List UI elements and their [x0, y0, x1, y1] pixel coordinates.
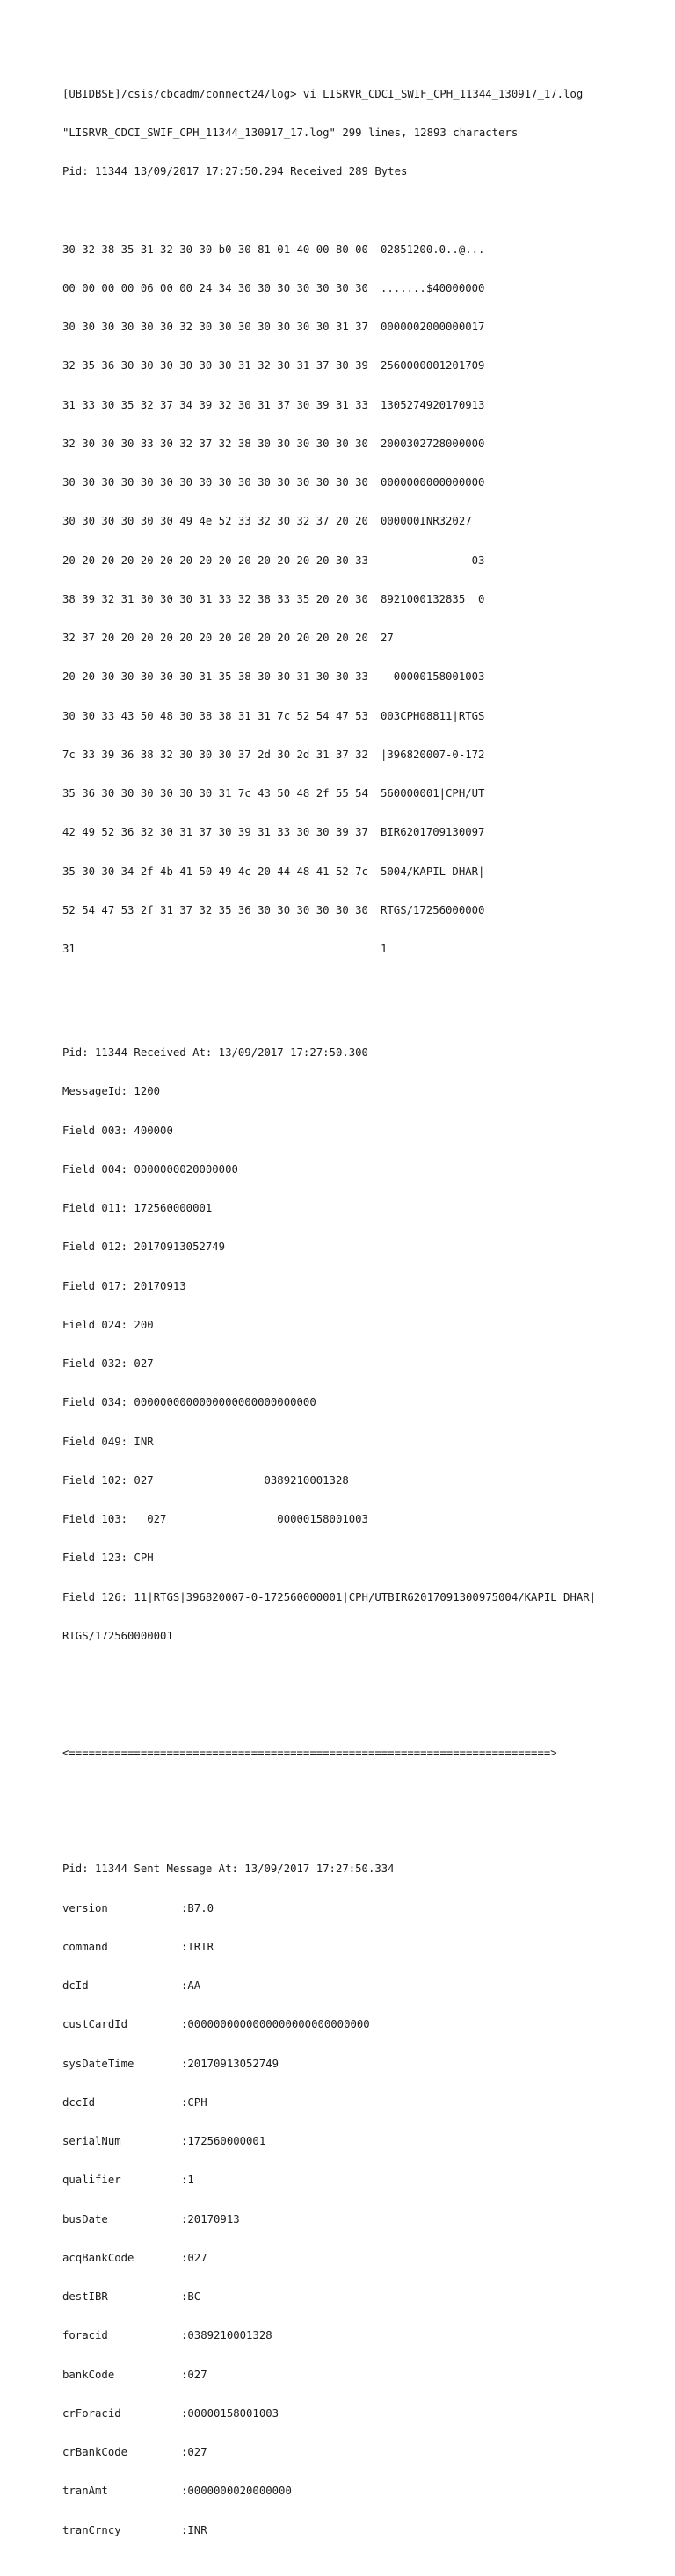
hex-bytes: 31 33 30 35 32 37 34 39 32 30 31 37 30 39 31 33: [62, 398, 368, 411]
sent-header: Pid: 11344 Sent Message At: 13/09/2017 17:27:50.334: [62, 1863, 395, 1876]
hex-row: [62, 515, 596, 528]
hex-ascii: 5004/KAPIL DHAR|: [381, 865, 485, 878]
hex-ascii: 0000000000000000: [381, 476, 485, 488]
sent-field: [62, 2096, 596, 2109]
hex-row: [62, 904, 596, 917]
received-field: RTGS/172560000001: [62, 1629, 173, 1642]
hex-ascii: 003CPH08811|RTGS: [381, 709, 485, 722]
blank-line: [62, 1785, 596, 1798]
sent-field-value: :CPH: [181, 2095, 207, 2109]
sent-field: [62, 2252, 596, 2265]
command-line: [UBIDBSE]/csis/cbcadm/connect24/log> vi LISRVR_CDCI_SWIF_CPH_11344_130917_17.log: [62, 87, 584, 100]
hex-row: [62, 826, 596, 839]
hex-bytes: 30 32 38 35 31 32 30 30 b0 30 81 01 40 00 80 00: [62, 242, 368, 256]
received-field: Field 049: INR: [62, 1435, 154, 1448]
blank-line: [62, 1707, 596, 1720]
hex-ascii: 0000002000000017: [381, 321, 485, 333]
hex-bytes: 30 30 30 30 30 30 32 30 30 30 30 30 30 30 31 37: [62, 321, 368, 333]
hex-ascii: 560000001|CPH/UT: [381, 787, 485, 800]
sent-field-value: :027: [181, 2368, 207, 2381]
hex-row: [62, 865, 596, 879]
sent-field: [62, 2018, 596, 2031]
sent-field-value: :TRTR: [181, 1940, 214, 1953]
hex-row: [62, 593, 596, 606]
hex-bytes: 35 30 30 34 2f 4b 41 50 49 4c 20 44 48 41 52 7c: [62, 865, 368, 878]
sent-field: [62, 2524, 596, 2537]
hex-row: [62, 787, 596, 800]
sent-field-key: sysDateTime: [62, 2057, 134, 2070]
sent-field: [62, 1979, 596, 1993]
hex-row: [62, 749, 596, 762]
received-block: [62, 1021, 596, 1669]
sent-field: [62, 2329, 596, 2342]
sent-field-key: qualifier: [62, 2174, 121, 2187]
sent-field-value: :20170913: [181, 2212, 240, 2225]
sent-field: [62, 2446, 596, 2459]
sent-field-key: crBankCode: [62, 2446, 128, 2458]
hex-row: [62, 359, 596, 373]
sent-field-key: command: [62, 1940, 108, 1953]
sent-field-key: foracid: [62, 2329, 108, 2342]
hex-row: [62, 438, 596, 451]
hex-ascii: 1305274920170913: [381, 398, 485, 411]
sent-field-value: :AA: [181, 1979, 201, 1992]
hex-row: [62, 943, 596, 956]
hex-ascii: 000000INR32027: [381, 515, 472, 528]
hex-row: [62, 710, 596, 723]
hex-ascii: 2560000001201709: [381, 359, 485, 373]
received-field: Field 012: 20170913052749: [62, 1241, 226, 1254]
hex-row: [62, 321, 596, 334]
hex-row: [62, 632, 596, 645]
sent-field: [62, 1902, 596, 1915]
log-document: [62, 62, 596, 2576]
hex-ascii: |396820007-0-172: [381, 748, 485, 761]
sent-field-value: :0000000000000000000000000000: [181, 2018, 370, 2031]
hex-bytes: 20 20 20 20 20 20 20 20 20 20 20 20 20 20 30 33: [62, 554, 368, 567]
sent-field: [62, 2174, 596, 2187]
hex-row: [62, 399, 596, 412]
sent-field-key: acqBankCode: [62, 2251, 134, 2264]
hex-ascii: 27: [381, 632, 394, 644]
received-field: Field 126: 11|RTGS|396820007-0-172560000001|CPH/UTBIR62017091300975004/KAPIL DHAR|: [62, 1590, 597, 1603]
sent-field: [62, 2058, 596, 2071]
sent-field-value: :BC: [181, 2290, 201, 2303]
sent-field-value: :00000158001003: [181, 2406, 279, 2420]
hex-row: [62, 670, 596, 684]
sent-field-key: tranAmt: [62, 2485, 108, 2498]
hex-ascii: 2000302728000000: [381, 437, 485, 450]
hex-bytes: 00 00 00 00 06 00 00 24 34 30 30 30 30 30 30 30: [62, 281, 368, 294]
received-bytes-line: Pid: 11344 13/09/2017 17:27:50.294 Received 289 Bytes: [62, 165, 408, 177]
hex-bytes: 32 35 36 30 30 30 30 30 30 31 32 30 31 37 30 39: [62, 359, 368, 373]
sent-field-value: :027: [181, 2251, 207, 2264]
hex-row: [62, 476, 596, 489]
received-field: Field 004: 0000000020000000: [62, 1162, 238, 1176]
hex-bytes: 20 20 30 30 30 30 30 31 35 38 30 30 31 30 30 33: [62, 670, 368, 684]
received-field: Field 034: 0000000000000000000000000000: [62, 1396, 316, 1409]
sent-field: [62, 2369, 596, 2382]
received-field: MessageId: 1200: [62, 1085, 161, 1098]
hex-bytes: 30 30 30 30 30 30 30 30 30 30 30 30 30 30 30 30: [62, 476, 368, 488]
sent-field-key: custCardId: [62, 2018, 128, 2031]
hex-bytes: 31: [62, 943, 76, 955]
hex-bytes: 42 49 52 36 32 30 31 37 30 39 31 33 30 30 39 37: [62, 826, 368, 839]
received-field: Field 102: 027 0389210001328: [62, 1473, 349, 1487]
sent-field-value: :027: [181, 2446, 207, 2458]
received-field: Field 123: CPH: [62, 1552, 154, 1565]
sent-field-value: :172560000001: [181, 2135, 266, 2147]
separator-line: <==========================================================================>: [62, 1746, 557, 1759]
hex-bytes: 52 54 47 53 2f 31 37 32 35 36 30 30 30 30 30 30: [62, 903, 368, 916]
sent-field-key: serialNum: [62, 2135, 121, 2147]
hex-ascii: .......$40000000: [381, 281, 485, 294]
received-field: Field 003: 400000: [62, 1124, 173, 1137]
received-field: Field 017: 20170913: [62, 1279, 186, 1292]
hex-bytes: 38 39 32 31 30 30 30 31 33 32 38 33 35 20 20 30: [62, 592, 368, 605]
hex-ascii: BIR6201709130097: [381, 826, 485, 839]
hex-ascii: 02851200.0..@...: [381, 242, 485, 256]
hex-row: [62, 282, 596, 295]
sent-field-value: :0389210001328: [181, 2329, 272, 2342]
sent-field-key: bankCode: [62, 2368, 115, 2381]
sent-field: [62, 1941, 596, 1954]
hex-ascii: 00000158001003: [381, 670, 485, 684]
sent-field-key: crForacid: [62, 2406, 121, 2420]
sent-field-value: :B7.0: [181, 1901, 214, 1914]
hex-bytes: 32 37 20 20 20 20 20 20 20 20 20 20 20 20 20 20: [62, 632, 368, 644]
sent-field: [62, 2135, 596, 2148]
hex-bytes: 7c 33 39 36 38 32 30 30 30 37 2d 30 2d 31 37 32: [62, 748, 368, 761]
sent-field-key: busDate: [62, 2212, 108, 2225]
received-field: Field 024: 200: [62, 1318, 154, 1331]
sent-field-key: dccId: [62, 2095, 96, 2109]
hex-dump: [62, 217, 596, 981]
sent-field: [62, 2485, 596, 2498]
hex-bytes: 30 30 30 30 30 30 49 4e 52 33 32 30 32 37 20 20: [62, 515, 368, 528]
file-info-line: "LISRVR_CDCI_SWIF_CPH_11344_130917_17.log" 299 lines, 12893 characters: [62, 126, 519, 139]
hex-ascii: RTGS/17256000000: [381, 903, 485, 916]
hex-bytes: 32 30 30 30 33 30 32 37 32 38 30 30 30 30 30 30: [62, 437, 368, 450]
hex-row: [62, 554, 596, 568]
sent-field: [62, 2407, 596, 2420]
hex-ascii: 03: [381, 554, 485, 567]
hex-row: [62, 243, 596, 257]
sent-field-value: :INR: [181, 2523, 207, 2536]
sent-field-value: :20170913052749: [181, 2057, 279, 2070]
sent-field-key: tranCrncy: [62, 2523, 121, 2536]
received-field: Field 011: 172560000001: [62, 1202, 213, 1214]
sent-field: [62, 2290, 596, 2304]
hex-ascii: 8921000132835 0: [381, 592, 485, 605]
hex-bytes: 30 30 33 43 50 48 30 38 38 31 31 7c 52 54 47 53: [62, 709, 368, 722]
sent-field-key: dcId: [62, 1979, 89, 1992]
sent-block: [62, 1837, 596, 2563]
hex-bytes: 35 36 30 30 30 30 30 30 31 7c 43 50 48 2f 55 54: [62, 787, 368, 800]
sent-field-key: version: [62, 1901, 108, 1914]
sent-field-value: :0000000020000000: [181, 2485, 292, 2498]
sent-field-value: :1: [181, 2174, 194, 2187]
received-field: Field 103: 027 00000158001003: [62, 1513, 368, 1525]
received-field: Field 032: 027: [62, 1357, 154, 1370]
hex-ascii: 1: [381, 943, 388, 955]
sent-field-key: destIBR: [62, 2290, 108, 2303]
received-header: Pid: 11344 Received At: 13/09/2017 17:27:50.300: [62, 1046, 368, 1059]
sent-field: [62, 2213, 596, 2226]
